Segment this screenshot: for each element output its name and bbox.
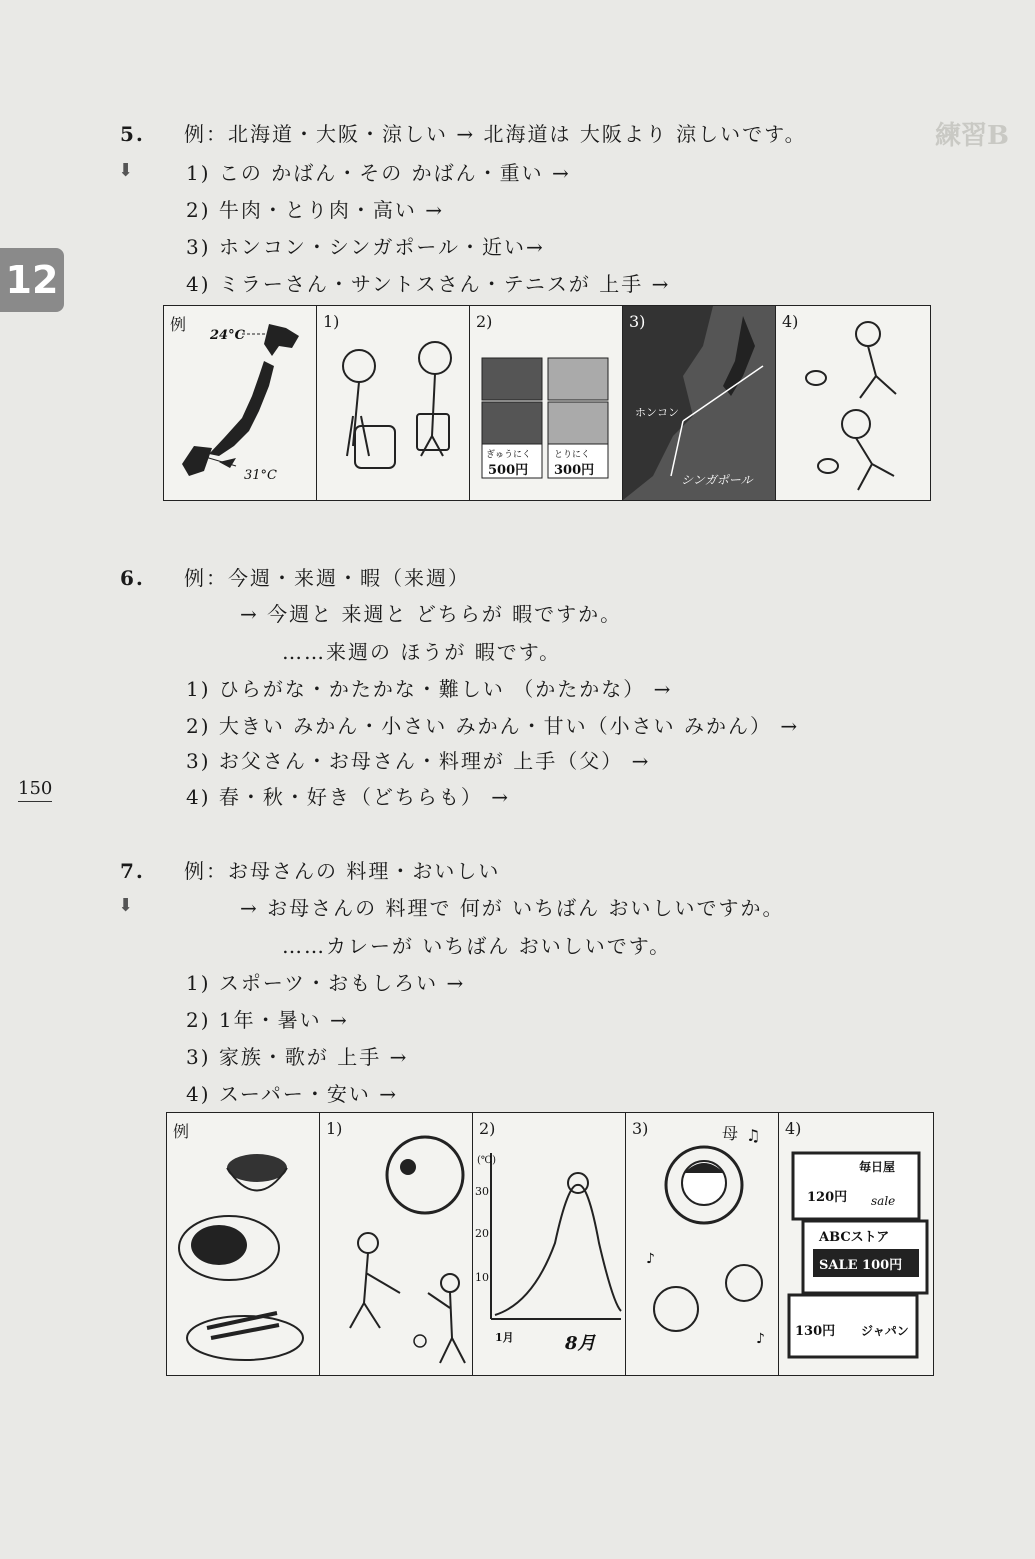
ex5-picture-strip — [163, 305, 931, 501]
graph-unit: (℃) — [477, 1155, 496, 1166]
svg-text:♫: ♫ — [746, 1126, 761, 1145]
ex5-example-line — [120, 118, 807, 147]
ex5-panel-1 — [317, 306, 470, 500]
panel-label: 1) — [323, 312, 340, 331]
meat-packs-illustration — [470, 306, 622, 500]
ex7-panel-example — [167, 1113, 320, 1375]
panel-label: 3) — [632, 1119, 649, 1138]
panel-label: 例 — [170, 315, 187, 334]
ex7-example-3: ……カレーが いちばん おいしいです。 — [282, 934, 672, 958]
panel-label: 2) — [476, 312, 493, 331]
down-arrow-icon: ⬇ — [118, 895, 134, 916]
panel-label: 3) — [629, 312, 646, 331]
ex7-item-3: 3) 家族・歌が 上手 → — [186, 1045, 409, 1069]
ex7-panel-1 — [320, 1113, 473, 1375]
store1-name: 毎日屋 — [859, 1160, 896, 1174]
ex6-example-line — [120, 562, 470, 591]
panel-label: 4) — [782, 312, 799, 331]
ex6-item-4: 4) 春・秋・好き（どちらも） → — [186, 785, 510, 809]
asia-map-illustration — [623, 306, 775, 500]
ex5-panel-example — [164, 306, 317, 500]
chicken-price: 300円 — [554, 463, 595, 478]
singapore-label: シンガポール — [681, 473, 753, 487]
ex6-example-1: 例：今週・来週・暇（来週） — [184, 566, 470, 590]
temperature-graph-illustration — [473, 1113, 625, 1375]
store3-name: ジャパン — [861, 1324, 909, 1338]
graph-y-30: 30 — [475, 1185, 489, 1198]
ex6-item-2: 2) 大きい みかん・小さい みかん・甘い（小さい みかん） → — [186, 714, 800, 738]
hongkong-label: ホンコン — [635, 406, 679, 419]
japan-map-illustration — [164, 306, 316, 500]
temp-label-hokkaido: 24°C — [210, 328, 245, 343]
graph-y-20: 20 — [475, 1227, 489, 1240]
ex5-panel-3 — [623, 306, 776, 500]
graph-x-aug: 8月 — [565, 1333, 596, 1354]
store1-sale: sale — [871, 1194, 896, 1208]
sports-players-illustration — [320, 1113, 472, 1375]
ex7-picture-strip — [166, 1112, 934, 1376]
chapter-tab: 12 — [0, 248, 64, 312]
ex7-item-1: 1) スポーツ・おもしろい → — [186, 971, 466, 995]
ex7-panel-3 — [626, 1113, 779, 1375]
food-dishes-illustration — [167, 1113, 319, 1375]
ex5-item-1: 1) この かばん・その かばん・重い → — [186, 161, 571, 185]
graph-y-10: 10 — [475, 1271, 489, 1284]
ex5-item-2: 2) 牛肉・とり肉・高い → — [186, 198, 444, 222]
ex7-example-1: 例：お母さんの 料理・おいしい — [184, 859, 501, 883]
ex6-item-1: 1) ひらがな・かたかな・難しい （かたかな） → — [186, 677, 673, 701]
ex7-panel-2 — [473, 1113, 626, 1375]
svg-text:♪: ♪ — [646, 1251, 655, 1267]
ex6-example-3: ……来週の ほうが 暇です。 — [282, 640, 562, 664]
down-arrow-icon: ⬇ — [118, 160, 134, 181]
bleed-through-heading: 練習B — [935, 121, 1009, 151]
ex7-item-2: 2) 1年・暑い → — [186, 1008, 349, 1032]
ex5-example: 例：北海道・大阪・涼しい → 北海道は 大阪より 涼しいです。 — [184, 122, 807, 146]
ex7-item-4: 4) スーパー・安い → — [186, 1082, 398, 1106]
mother-label: 母 — [722, 1124, 739, 1143]
store2-sale: SALE 100円 — [819, 1258, 903, 1273]
ex6-item-3: 3) お父さん・お母さん・料理が 上手（父） → — [186, 749, 651, 773]
ex6-number: 6. — [120, 566, 145, 590]
ex7-example-2: → お母さんの 料理で 何が いちばん おいしいですか。 — [240, 896, 785, 920]
store-flyers-illustration — [779, 1113, 931, 1375]
panel-label: 2) — [479, 1119, 496, 1138]
svg-text:♪: ♪ — [756, 1331, 765, 1347]
ex5-item-4: 4) ミラーさん・サントスさん・テニスが 上手 → — [186, 272, 671, 296]
chicken-label: とりにく — [554, 450, 591, 460]
store2-name: ABCストア — [819, 1230, 890, 1245]
beef-price: 500円 — [488, 463, 529, 478]
ex5-panel-2 — [470, 306, 623, 500]
ex5-number: 5. — [120, 122, 145, 146]
singing-family-illustration — [626, 1113, 778, 1375]
tennis-players-illustration — [776, 306, 928, 500]
ex7-number: 7. — [120, 859, 145, 883]
page-number: 150 — [18, 778, 52, 802]
panel-label: 4) — [785, 1119, 802, 1138]
ex5-item-3: 3) ホンコン・シンガポール・近い→ — [186, 235, 545, 259]
ex6-example-2: → 今週と 来週と どちらが 暇ですか。 — [240, 602, 623, 626]
beef-label: ぎゅうにく — [486, 450, 532, 460]
ex7-panel-4 — [779, 1113, 931, 1375]
bags-illustration — [317, 306, 469, 500]
panel-label: 1) — [326, 1119, 343, 1138]
ex5-panel-4 — [776, 306, 928, 500]
graph-x-jan: 1月 — [495, 1331, 514, 1344]
panel-label: 例 — [173, 1122, 190, 1141]
ex7-example-line — [120, 855, 500, 884]
store1-price: 120円 — [807, 1190, 848, 1205]
store3-price: 130円 — [795, 1324, 836, 1339]
temp-label-osaka: 31°C — [244, 468, 277, 483]
